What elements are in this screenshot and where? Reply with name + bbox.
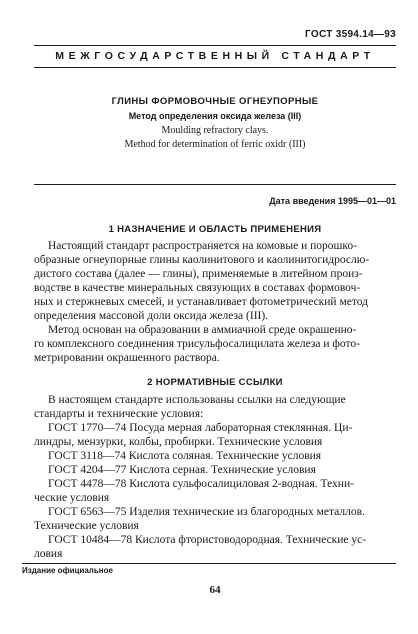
paragraph-line: метрировании окрашенного раствора.: [34, 352, 220, 364]
reference-line: ГОСТ 10484—78 Кислота фтористоводородная. Технические ус-: [48, 534, 367, 546]
english-title: Moulding refractory clays.: [161, 125, 269, 136]
paragraph-line: стандарты и технические условия:: [34, 408, 204, 420]
edition-label: Издание официальное: [22, 566, 113, 575]
banner-rule: [34, 67, 396, 68]
paragraph-line: Метод основан на образовании в аммиачной среде окрашенно-: [48, 324, 357, 336]
reference-line: линдры, мензурки, колбы, пробирки. Технические условия: [34, 436, 323, 448]
paragraph-line: водстве в качестве минеральных связующих в составах формовоч-: [34, 282, 361, 294]
top-rule: [34, 45, 396, 46]
document-title: ГЛИНЫ ФОРМОВОЧНЫЕ ОГНЕУПОРНЫЕ: [111, 96, 319, 107]
reference-line: ГОСТ 4204—77 Кислота серная. Технические условия: [48, 464, 316, 476]
paragraph-line: образные огнеупорные глины каолинитового и каолинитогидрослю-: [34, 254, 370, 266]
paragraph-line: Настоящий стандарт распространяется на комовые и порошко-: [48, 240, 357, 252]
reference-line: ческие условия: [34, 492, 110, 504]
date-rule: [34, 184, 396, 185]
standard-banner: МЕЖГОСУДАРСТВЕННЫЙ СТАНДАРТ: [55, 50, 375, 62]
reference-line: Технические условия: [34, 520, 139, 532]
paragraph-line: ных и стержневых смесей, и устанавливает фотометрический метод: [34, 296, 368, 308]
footer-rule: [22, 563, 396, 564]
document-subtitle: Метод определения оксида железа (III): [128, 111, 302, 121]
reference-line: ГОСТ 3118—74 Кислота соляная. Технические условия: [48, 450, 322, 462]
paragraph-line: В настоящем стандарте использованы ссылки на следующие: [48, 394, 346, 406]
paragraph-line: го комплексного соединения трисульфосалицилата железа и фото-: [34, 338, 360, 350]
reference-line: ГОСТ 6563—75 Изделия технические из благородных металлов.: [48, 506, 365, 518]
paragraph-line: дистого состава (далее — глины), применяемые в литейном произ-: [34, 268, 363, 280]
paragraph-line: определения массовой доли оксида железа (III).: [34, 310, 269, 322]
section-heading: 2 НОРМАТИВНЫЕ ССЫЛКИ: [147, 377, 283, 388]
section-heading: 1 НАЗНАЧЕНИЕ И ОБЛАСТЬ ПРИМЕНЕНИЯ: [108, 224, 322, 235]
reference-line: ГОСТ 1770—74 Посуда мерная лабораторная стеклянная. Ци-: [48, 422, 353, 434]
reference-line: ГОСТ 4478—78 Кислота сульфосалициловая 2-водная. Техни-: [48, 478, 354, 490]
reference-line: ловия: [34, 548, 63, 560]
effective-date: Дата введения 1995—01—01: [269, 196, 396, 206]
gost-code: ГОСТ 3594.14—93: [305, 29, 396, 40]
english-subtitle: Method for determination of ferric oxidr (III): [124, 139, 306, 150]
page-number: 64: [209, 584, 221, 596]
